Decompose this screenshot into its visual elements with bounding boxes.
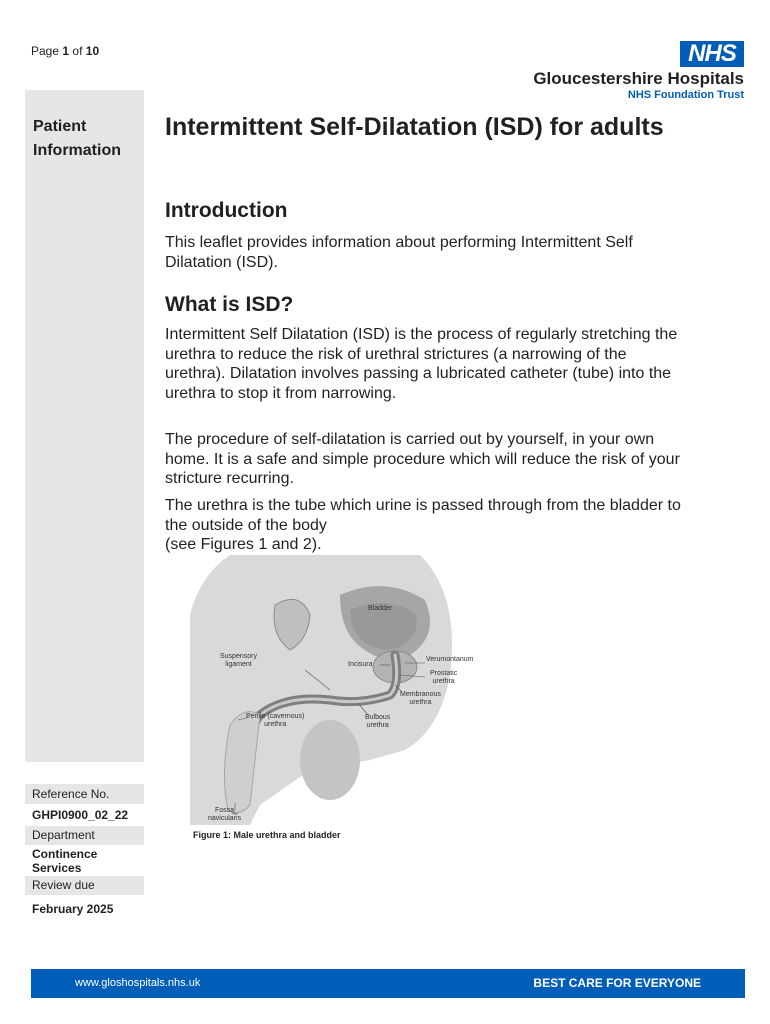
reference-label: Reference No. [25,784,144,804]
page-number [31,44,99,58]
label-verumontanum: Verumontanum [426,656,474,663]
sidebar [25,90,144,762]
page-of: of [72,44,83,58]
page-prefix: Page [31,44,60,58]
isd-paragraph-2: The procedure of self-dilatation is carried out by yourself, in your own home. It is a safe and simple procedure which will reduce the risk of your stricture recurring. [165,431,680,487]
review-due-value: February 2025 [32,902,114,916]
label-fossa-navicularis: Fossa navicularis [208,807,242,822]
page-current: 1 [62,44,70,58]
anatomy-illustration [190,555,510,825]
label-incisura: Incisura [348,661,373,668]
document-title: Intermittent Self-Dilatation (ISD) for adults [165,113,664,141]
footer-tagline: BEST CARE FOR EVERYONE [533,976,701,990]
figure-caption: Figure 1: Male urethra and bladder [193,830,341,840]
sidebar-title: Patient Information [33,118,121,159]
anatomy-figure [190,555,510,825]
label-bulbous-urethra: Bulbous urethra [365,714,391,729]
org-name: Gloucestershire Hospitals [533,69,744,88]
page-total: 10 [85,44,100,58]
reference-value: GHPI0900_02_22 [32,808,129,822]
org-subtitle: NHS Foundation Trust [627,89,744,101]
introduction-paragraph: This leaflet provides information about performing Intermittent Self Dilatation (ISD). [165,234,633,271]
label-suspensory-ligament: Suspensory ligament [220,653,257,668]
label-membranous-urethra: Membranous urethra [400,691,441,706]
section-heading-what-is-isd: What is ISD? [165,293,294,316]
review-due-label: Review due [25,876,144,895]
department-label: Department [25,826,144,845]
section-heading-introduction: Introduction [165,199,288,222]
isd-paragraph-1: Intermittent Self Dilatation (ISD) is the process of regularly stretching the urethra to reduce the risk of urethral strictures (a narrowing of the urethra). Dilatation involves passing a lubricated catheter (tube) into the urethra to stop it from narrowing. [165,326,678,402]
document-title-block [165,112,685,142]
footer-url[interactable]: www.gloshospitals.nhs.uk [75,977,201,989]
department-value: Continence Services [32,847,98,875]
label-penile-urethra: Penile (cavernous) urethra [246,713,305,728]
label-bladder: Bladder [368,605,393,612]
nhs-logo: NHS [680,41,744,67]
footer-bar [31,969,745,998]
label-prostatic-urethra: Prostatic urethra [430,670,458,685]
isd-paragraph-3: The urethra is the tube which urine is passed through from the bladder to the outside of the body (see Figures 1 and 2). [165,497,681,553]
